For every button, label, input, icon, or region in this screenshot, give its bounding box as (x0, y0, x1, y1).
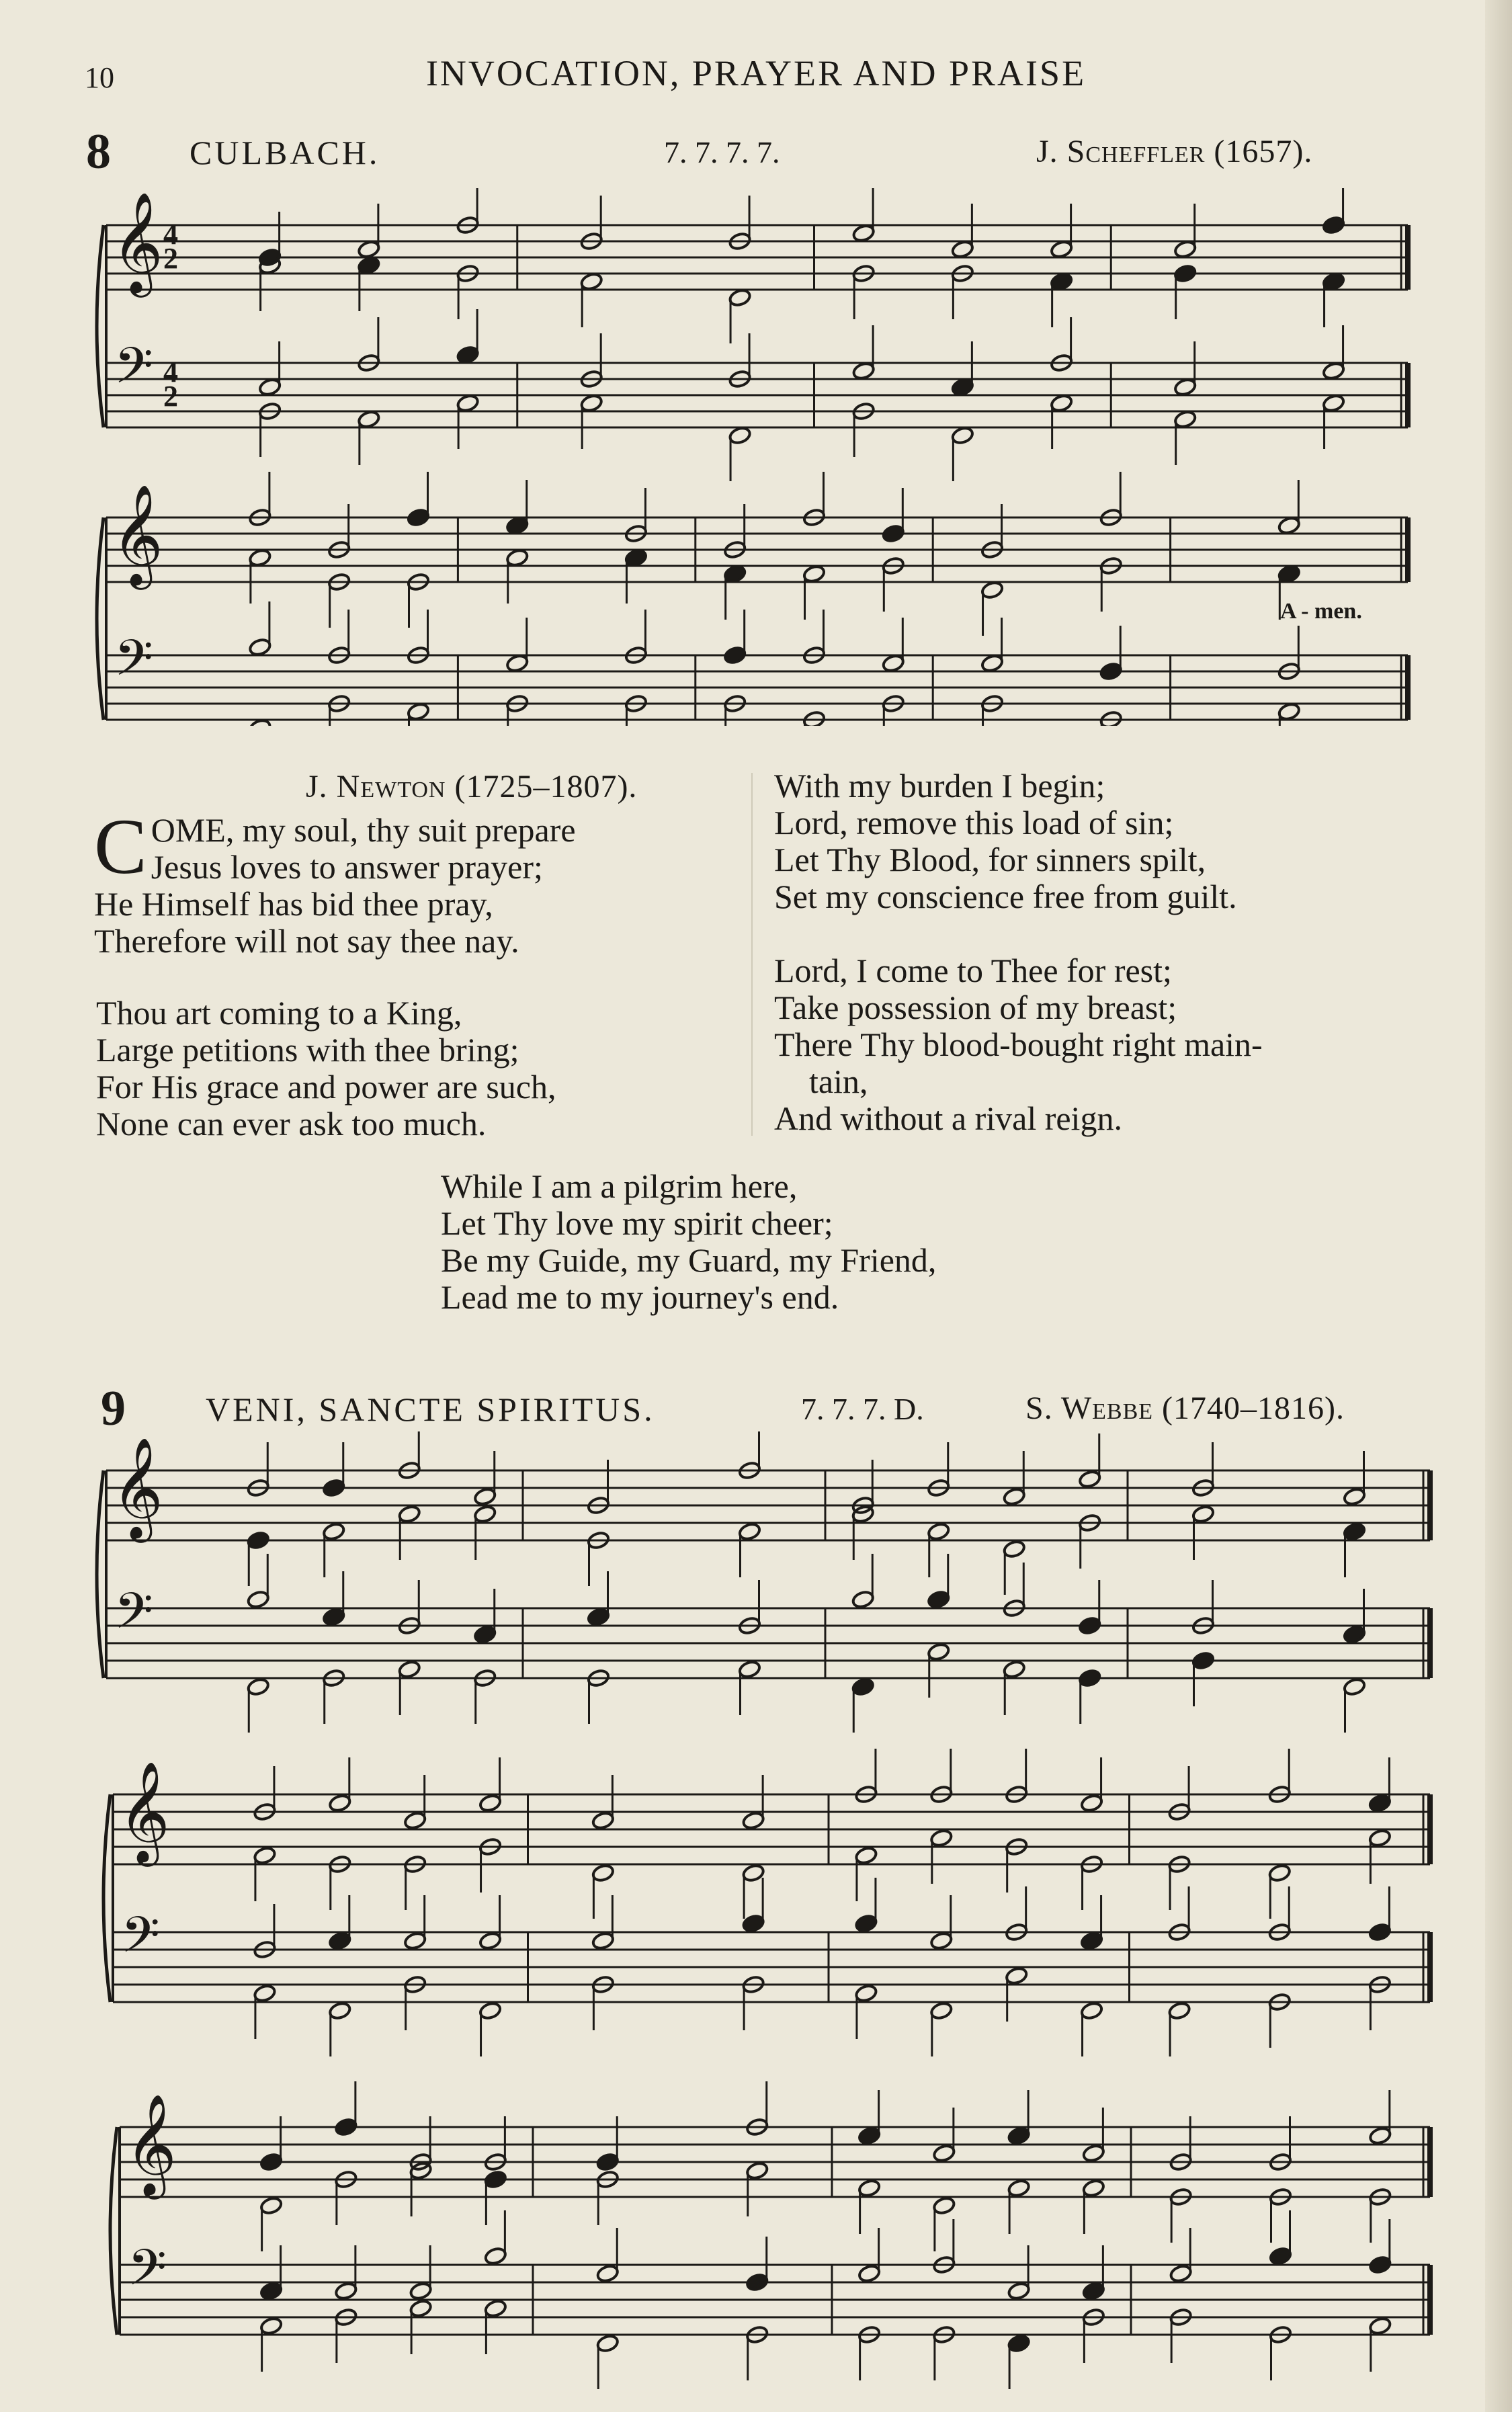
note (929, 1895, 953, 1951)
note (456, 309, 480, 365)
amen-lyric: A - men. (1280, 599, 1362, 624)
note (980, 580, 1004, 636)
note (505, 694, 529, 726)
note (1005, 1886, 1028, 1942)
note (951, 263, 974, 319)
note (932, 2219, 956, 2275)
system-brace (110, 2127, 117, 2335)
note (1368, 1886, 1392, 1942)
hymn-author: J. Newton (1725–1807). (306, 769, 638, 804)
note (1099, 710, 1123, 726)
note (1050, 317, 1073, 373)
note (328, 1895, 351, 1951)
stanza-line: While I am a pilgrim here, (441, 1167, 798, 1205)
stanza-line: Therefore will not say thee nay. (94, 922, 519, 960)
note (473, 1504, 497, 1560)
note (852, 188, 876, 243)
note (591, 1775, 615, 1831)
note (857, 2325, 881, 2380)
note (1007, 2333, 1031, 2389)
note (723, 694, 747, 726)
note (580, 196, 603, 251)
note (723, 564, 747, 620)
note (1268, 1886, 1292, 1942)
note (259, 2316, 283, 2372)
note (738, 1522, 761, 1577)
note (929, 1749, 953, 1804)
note (932, 2325, 956, 2380)
stanza-line: And without a rival reign. (774, 1099, 1122, 1137)
note (327, 572, 351, 628)
note (248, 472, 271, 528)
note (1368, 2187, 1392, 2243)
stanza-line: Thou art coming to a King, (96, 994, 462, 1032)
note (1322, 188, 1345, 235)
note (1343, 1677, 1366, 1733)
note (327, 504, 351, 560)
note (854, 1845, 878, 1901)
note (1082, 2245, 1105, 2301)
stanza-line: There Thy blood-bought right main- (774, 1026, 1263, 1063)
note (1080, 2001, 1103, 2056)
stanza-line: Large petitions with thee bring; (96, 1031, 519, 1069)
bass-staff (106, 1608, 1430, 1678)
note (409, 2245, 433, 2301)
composer: S. Webbe (1740–1816). (1025, 1390, 1345, 1426)
note (1343, 1522, 1366, 1577)
stanza-line: Lead me to my journey's end. (441, 1278, 839, 1316)
note (624, 548, 648, 604)
note (328, 1854, 351, 1910)
note (1322, 393, 1345, 449)
stanza-line: Be my Guide, my Guard, my Friend, (441, 1241, 937, 1279)
stanza-line: With my burden I begin; (774, 767, 1105, 804)
note (328, 1757, 351, 1813)
bass-staff (106, 655, 1408, 720)
note (409, 2298, 433, 2354)
stanza-line: Let Thy Blood, for sinners spilt, (774, 841, 1206, 878)
note (403, 1854, 427, 1910)
note (247, 1554, 270, 1610)
stanza-5 (441, 1168, 936, 1316)
note (624, 694, 648, 726)
note (882, 488, 905, 544)
note (980, 694, 1004, 726)
note (357, 317, 380, 373)
note (980, 618, 1004, 673)
note (851, 1677, 875, 1733)
hymn-8-header (0, 124, 1512, 184)
note (1080, 1854, 1103, 1910)
treble-staff (120, 2127, 1430, 2197)
note (591, 1863, 615, 1919)
note (1050, 393, 1073, 449)
system-brace (97, 1470, 103, 1678)
note (357, 204, 380, 259)
note (857, 2178, 881, 2234)
hymn-number: 8 (86, 124, 111, 179)
note (596, 2333, 620, 2389)
page-number: 10 (85, 61, 114, 94)
composer: J. Scheffler (1657). (1036, 134, 1313, 169)
note (1003, 1539, 1026, 1595)
note (745, 2325, 769, 2380)
note (1007, 2245, 1031, 2301)
note (854, 1983, 878, 2039)
note (927, 1554, 950, 1610)
note (728, 196, 752, 251)
treble-staff (106, 225, 1408, 290)
note (852, 263, 876, 319)
note (398, 1431, 421, 1481)
note (723, 504, 747, 560)
stanza-line: Lord, remove this load of sin; (774, 804, 1174, 841)
note (932, 2196, 956, 2251)
note (745, 2161, 769, 2216)
note (327, 610, 351, 665)
note (932, 2108, 956, 2163)
note (1082, 2108, 1105, 2163)
note (248, 601, 271, 657)
note (1268, 1749, 1292, 1804)
stanza-line: Take possession of my breast; (774, 989, 1177, 1026)
note (587, 1668, 610, 1724)
note (1078, 1668, 1101, 1724)
note (1007, 2178, 1031, 2234)
stanza-1 (94, 802, 576, 960)
note (1050, 272, 1073, 327)
system-brace (103, 1794, 110, 2002)
note (728, 333, 752, 389)
note (929, 1828, 953, 1884)
note (1269, 2325, 1292, 2380)
drop-cap: C (94, 802, 147, 890)
stanza-line: OME, my soul, thy suit prepare (151, 811, 576, 849)
note (1005, 1966, 1028, 2022)
note (1268, 1992, 1292, 2048)
note (723, 610, 747, 665)
note (580, 272, 603, 327)
note (580, 333, 603, 389)
note (484, 2298, 507, 2354)
note (927, 1522, 950, 1577)
note (1368, 1757, 1392, 1813)
note (1277, 702, 1301, 726)
note (357, 409, 380, 465)
note (1080, 1757, 1103, 1813)
note (854, 1878, 878, 1933)
bass-staff (106, 363, 1408, 427)
note (1368, 1828, 1392, 1884)
note (1003, 1451, 1026, 1507)
note (882, 618, 905, 673)
note (456, 393, 480, 449)
note (852, 325, 876, 381)
system-brace (97, 517, 103, 720)
bass-clef-icon: 𝄢 (128, 2239, 167, 2309)
note (927, 1642, 950, 1698)
note (407, 702, 430, 726)
note (1005, 1749, 1028, 1804)
tune-name: VENI, SANCTE SPIRITUS. (206, 1390, 655, 1428)
note (728, 288, 752, 343)
stanza-line: tain, (809, 1063, 868, 1100)
note (478, 2001, 502, 2056)
hymn-9-score (0, 1431, 1512, 2412)
note (580, 393, 603, 449)
note (951, 204, 974, 259)
note (587, 1530, 610, 1586)
note (478, 1895, 502, 1951)
stanza-line: Set my conscience free from guilt. (774, 878, 1237, 915)
note (1078, 1433, 1101, 1489)
note (728, 425, 752, 481)
stanza-line: None can ever ask too much. (96, 1105, 487, 1142)
note (1343, 1451, 1366, 1507)
time-signature: 4 (163, 218, 178, 251)
tune-name: CULBACH. (190, 134, 380, 171)
note (742, 1775, 765, 1831)
note (1322, 272, 1345, 327)
note (738, 1431, 761, 1481)
note (1080, 1895, 1103, 1951)
note (1050, 204, 1073, 259)
stanza-3 (774, 767, 1237, 915)
hymn-8-score (0, 188, 1512, 726)
time-signature: 2 (163, 242, 178, 275)
note (327, 694, 351, 726)
note (1173, 204, 1197, 259)
note (1168, 1886, 1191, 1942)
note (247, 1677, 270, 1733)
note (334, 2245, 358, 2301)
hymn-8-notation (0, 188, 1512, 726)
note (591, 1895, 615, 1951)
stanza-2 (96, 995, 556, 1142)
meter: 7. 7. 7. 7. (664, 135, 780, 169)
note (398, 1659, 421, 1715)
hymn-9-notation (0, 1431, 1512, 2412)
note (334, 2081, 358, 2137)
note (980, 504, 1004, 560)
note (478, 1757, 502, 1813)
stanza-line: For His grace and power are such, (96, 1068, 556, 1106)
note (1269, 2187, 1292, 2243)
bass-clef-icon: 𝄢 (121, 1906, 160, 1977)
bass-clef-icon: 𝄢 (114, 337, 153, 407)
note (505, 618, 529, 673)
section-title: INVOCATION, PRAYER AND PRAISE (425, 53, 1087, 93)
bass-staff (113, 1932, 1430, 2002)
note (951, 341, 974, 397)
note (403, 1775, 427, 1831)
treble-clef-icon: 𝄞 (125, 2093, 177, 2195)
running-head (0, 48, 1512, 102)
note (857, 2228, 881, 2284)
system-brace (97, 225, 103, 427)
note (1269, 2210, 1292, 2266)
note (1368, 2316, 1392, 2372)
note (1268, 1863, 1292, 1919)
note (1099, 626, 1123, 681)
note (1082, 2178, 1105, 2234)
time-signature: 2 (163, 380, 178, 413)
note (484, 2210, 507, 2266)
note (951, 425, 974, 481)
note (505, 480, 529, 536)
note (1168, 2001, 1191, 2056)
note (258, 341, 282, 397)
note (247, 1530, 270, 1586)
bass-clef-icon: 𝄢 (114, 1582, 153, 1653)
note (258, 401, 282, 457)
stanza-line: Let Thy love my spirit cheer; (441, 1204, 833, 1242)
note (407, 472, 430, 528)
note (1191, 1504, 1215, 1560)
note (473, 1589, 497, 1645)
note (253, 1845, 276, 1901)
note (328, 2001, 351, 2056)
note (1169, 2187, 1193, 2243)
treble-clef-icon: 𝄞 (112, 1436, 163, 1538)
note (802, 610, 826, 665)
column-divider (751, 773, 753, 1136)
note (1173, 263, 1197, 319)
note (1343, 1589, 1366, 1645)
note (1099, 472, 1123, 528)
stanza-line: Jesus loves to answer prayer; (151, 848, 543, 886)
note (403, 1895, 427, 1951)
note (857, 2090, 881, 2146)
stanza-4 (774, 952, 1263, 1137)
note (802, 564, 826, 620)
note (473, 1668, 497, 1724)
note (1168, 1854, 1191, 1910)
hymn-number: 9 (101, 1381, 126, 1436)
note (259, 2245, 283, 2301)
note (852, 401, 876, 457)
time-signature: 4 (163, 356, 178, 388)
note (1169, 2228, 1193, 2284)
note (802, 472, 826, 528)
note (473, 1451, 497, 1507)
note (1003, 1563, 1026, 1618)
stanza-line: He Himself has bid thee pray, (94, 885, 493, 923)
note (1003, 1659, 1026, 1715)
bass-clef-icon: 𝄢 (114, 629, 153, 700)
stanza-line: Lord, I come to Thee for rest; (774, 952, 1172, 989)
treble-clef-icon: 𝄞 (112, 483, 163, 585)
note (596, 2228, 620, 2284)
treble-clef-icon: 𝄞 (118, 1760, 170, 1862)
treble-staff (113, 1794, 1430, 1864)
treble-clef-icon: 𝄞 (112, 191, 163, 293)
note (1173, 341, 1197, 397)
note (1277, 626, 1301, 681)
note (882, 556, 905, 612)
meter: 7. 7. 7. D. (801, 1392, 924, 1426)
note (248, 548, 271, 604)
note (322, 1571, 345, 1627)
treble-staff (106, 1470, 1430, 1540)
note (742, 1863, 765, 1919)
note (882, 694, 905, 726)
note (1099, 556, 1123, 612)
note (738, 1659, 761, 1715)
note (259, 2196, 283, 2251)
note (407, 610, 430, 665)
note (322, 1522, 345, 1577)
note (1277, 480, 1301, 536)
note (1007, 2090, 1031, 2146)
note (854, 1749, 878, 1804)
note (505, 548, 529, 604)
note (357, 255, 380, 311)
note (742, 1878, 765, 1933)
note (1173, 409, 1197, 465)
note (802, 710, 826, 726)
note (1322, 325, 1345, 381)
note (1368, 2219, 1392, 2275)
note (745, 2081, 769, 2137)
bass-staff (120, 2265, 1430, 2335)
note (456, 263, 480, 319)
note (624, 488, 648, 544)
note (587, 1571, 610, 1627)
treble-staff (106, 517, 1408, 582)
note (322, 1668, 345, 1724)
note (851, 1554, 875, 1610)
note (1368, 2090, 1392, 2146)
note (929, 2001, 953, 2056)
note (407, 572, 430, 628)
note (398, 1504, 421, 1560)
note (624, 610, 648, 665)
note (253, 1983, 276, 2039)
note (456, 188, 480, 235)
